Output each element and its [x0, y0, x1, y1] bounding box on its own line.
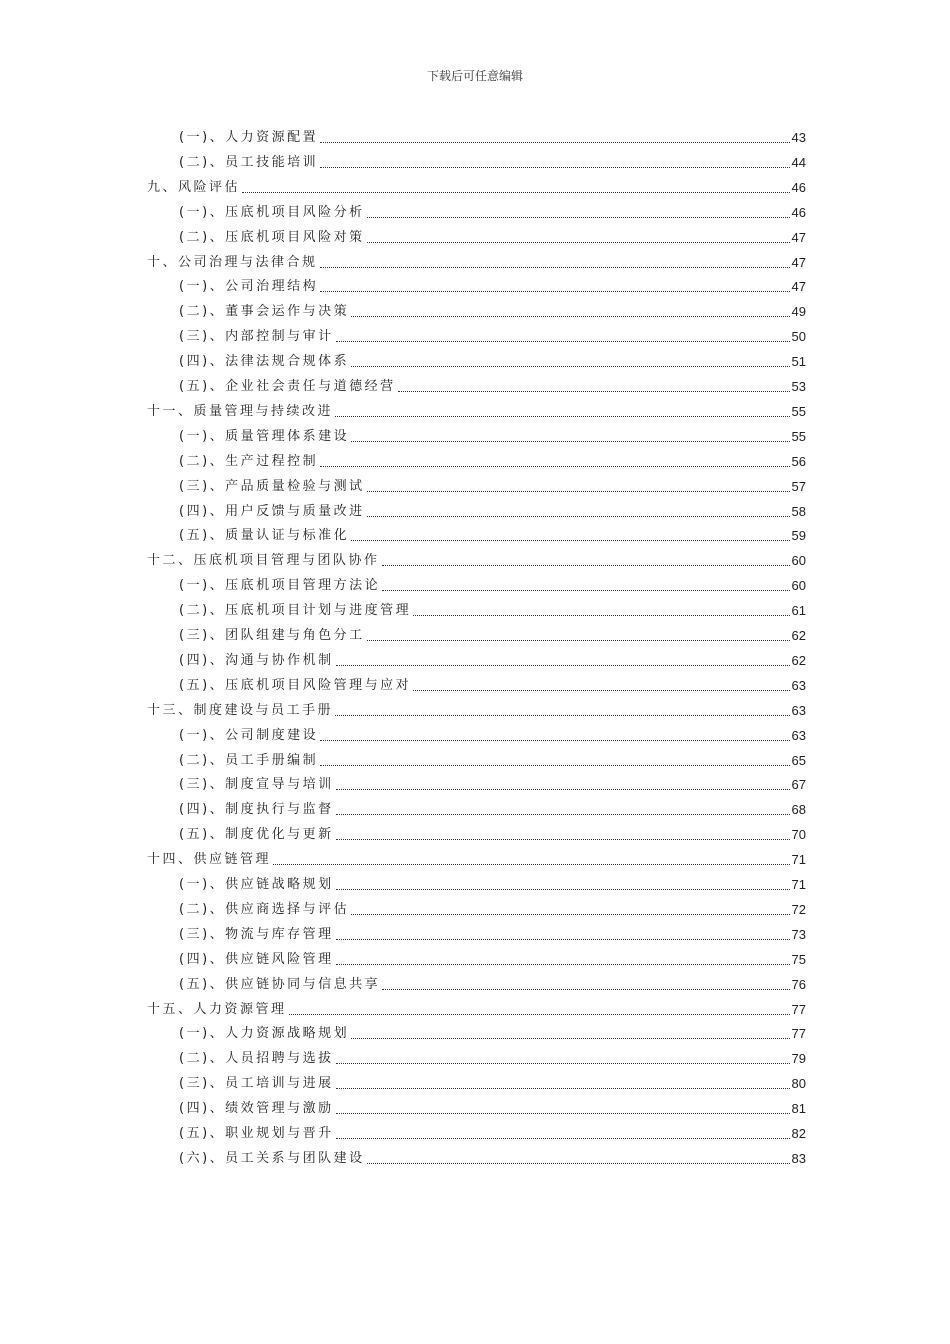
toc-entry-page-number: 47 — [791, 279, 806, 295]
toc-section-entry[interactable] — [179, 949, 806, 969]
toc-entry-page-number: 63 — [791, 702, 806, 718]
toc-dot-leader — [351, 315, 789, 317]
toc-dot-leader — [289, 1013, 790, 1015]
toc-entry-title: (一)、公司制度建设 — [179, 727, 319, 743]
toc-entry-page-number: 82 — [791, 1126, 806, 1141]
toc-dot-leader — [336, 340, 790, 342]
toc-entry-page-number: 72 — [791, 901, 806, 917]
toc-entry-title: (二)、压底机项目风险对策 — [179, 229, 365, 245]
toc-entry-title: (三)、内部控制与审计 — [179, 329, 334, 345]
toc-entry-title: (五)、质量认证与标准化 — [179, 528, 350, 544]
toc-section-entry[interactable] — [179, 1148, 806, 1168]
toc-entry-title: (二)、人员招聘与选拔 — [179, 1051, 334, 1067]
toc-section-entry[interactable] — [179, 276, 806, 296]
toc-chapter-entry[interactable] — [147, 177, 806, 197]
toc-dot-leader — [367, 216, 790, 218]
toc-section-entry[interactable] — [179, 376, 806, 396]
toc-entry-page-number: 62 — [791, 652, 806, 668]
toc-entry-page-number: 46 — [791, 179, 806, 195]
toc-entry-title: (六)、员工关系与团队建设 — [179, 1150, 365, 1166]
toc-section-entry[interactable] — [179, 127, 806, 147]
toc-chapter-entry[interactable] — [147, 401, 806, 421]
toc-entry-page-number: 63 — [791, 677, 806, 693]
toc-entry-page-number: 62 — [791, 628, 806, 643]
toc-chapter-entry[interactable] — [147, 252, 806, 272]
toc-section-entry[interactable] — [179, 774, 806, 794]
toc-entry-page-number: 77 — [791, 1001, 806, 1017]
toc-entry-title: (五)、制度优化与更新 — [179, 827, 334, 843]
toc-section-entry[interactable] — [179, 202, 806, 222]
toc-dot-leader — [336, 664, 790, 666]
toc-dot-leader — [336, 788, 790, 790]
toc-entry-page-number: 68 — [791, 802, 806, 818]
toc-dot-leader — [336, 938, 790, 940]
toc-section-entry[interactable] — [179, 974, 806, 994]
toc-section-entry[interactable] — [179, 451, 806, 471]
toc-entry-title: 十三、制度建设与员工手册 — [147, 702, 334, 718]
toc-dot-leader — [242, 191, 790, 193]
toc-entry-title: (三)、员工培训与进展 — [179, 1076, 334, 1092]
toc-section-entry[interactable] — [179, 575, 806, 595]
toc-section-entry[interactable] — [179, 799, 806, 819]
toc-dot-leader — [336, 813, 790, 815]
toc-entry-page-number: 63 — [791, 727, 806, 743]
toc-entry-page-number: 55 — [791, 403, 806, 419]
toc-section-entry[interactable] — [179, 899, 806, 919]
toc-dot-leader — [320, 739, 789, 741]
toc-chapter-entry[interactable] — [147, 999, 806, 1019]
toc-chapter-entry[interactable] — [147, 550, 806, 570]
toc-dot-leader — [336, 1137, 790, 1139]
toc-entry-title: (二)、生产过程控制 — [179, 453, 319, 469]
toc-dot-leader — [336, 963, 790, 965]
toc-dot-leader — [351, 539, 789, 541]
toc-dot-leader — [336, 1112, 790, 1114]
toc-dot-leader — [320, 166, 789, 168]
toc-entry-page-number: 71 — [791, 852, 806, 868]
toc-section-entry[interactable] — [179, 227, 806, 247]
toc-entry-title: (三)、团队组建与角色分工 — [179, 628, 365, 643]
toc-entry-title: (二)、员工手册编制 — [179, 752, 319, 768]
toc-dot-leader — [382, 988, 789, 990]
toc-entry-title: (一)、人力资源战略规划 — [179, 1026, 350, 1042]
toc-entry-title: 十五、人力资源管理 — [147, 1001, 287, 1017]
toc-entry-title: (一)、压底机项目风险分析 — [179, 204, 365, 220]
toc-entry-page-number: 81 — [791, 1101, 806, 1117]
toc-dot-leader — [351, 913, 789, 915]
toc-dot-leader — [320, 266, 790, 268]
toc-section-entry[interactable] — [179, 1123, 806, 1143]
toc-entry-page-number: 75 — [791, 951, 806, 967]
toc-section-entry[interactable] — [179, 525, 806, 545]
toc-dot-leader — [382, 589, 789, 591]
toc-entry-title: (二)、供应商选择与评估 — [179, 901, 350, 917]
toc-entry-page-number: 46 — [791, 204, 806, 220]
toc-entry-title: 十二、压底机项目管理与团队协作 — [147, 553, 380, 569]
toc-section-entry[interactable] — [179, 650, 806, 670]
toc-section-entry[interactable] — [179, 501, 806, 521]
toc-section-entry[interactable] — [179, 301, 806, 321]
toc-entry-page-number: 44 — [791, 154, 806, 170]
toc-entry-title: (四)、绩效管理与激励 — [179, 1101, 334, 1117]
toc-dot-leader — [398, 390, 790, 392]
toc-entry-page-number: 60 — [791, 553, 806, 569]
toc-entry-title: (二)、员工技能培训 — [179, 154, 319, 170]
toc-dot-leader — [367, 515, 790, 517]
toc-entry-page-number: 51 — [791, 354, 806, 370]
page-header: 下载后可任意编辑 — [426, 69, 523, 83]
toc-entry-page-number: 61 — [791, 603, 806, 619]
toc-dot-leader — [351, 1037, 789, 1039]
toc-dot-leader — [351, 365, 789, 367]
toc-dot-leader — [336, 888, 790, 890]
toc-entry-title: (四)、供应链风险管理 — [179, 951, 334, 967]
toc-dot-leader — [382, 564, 790, 566]
toc-chapter-entry[interactable] — [147, 849, 806, 869]
toc-entry-page-number: 47 — [791, 254, 806, 270]
toc-entry-page-number: 43 — [791, 130, 806, 145]
toc-entry-page-number: 76 — [791, 976, 806, 992]
toc-entry-page-number: 59 — [791, 528, 806, 544]
toc-dot-leader — [320, 141, 789, 143]
toc-entry-page-number: 77 — [791, 1026, 806, 1042]
toc-dot-leader — [336, 838, 790, 840]
toc-entry-title: (三)、产品质量检验与测试 — [179, 478, 365, 494]
toc-entry-page-number: 53 — [791, 379, 806, 394]
toc-section-entry[interactable] — [179, 326, 806, 346]
toc-entry-title: 十四、供应链管理 — [147, 852, 272, 868]
toc-dot-leader — [273, 863, 790, 865]
toc-entry-title: (五)、企业社会责任与道德经营 — [179, 379, 396, 394]
toc-entry-title: (五)、职业规划与晋升 — [179, 1126, 334, 1141]
toc-section-entry[interactable] — [179, 1023, 806, 1043]
toc-entry-page-number: 79 — [791, 1051, 806, 1067]
toc-section-entry[interactable] — [179, 750, 806, 770]
toc-dot-leader — [335, 714, 790, 716]
toc-entry-page-number: 73 — [791, 926, 806, 942]
toc-entry-page-number: 58 — [791, 503, 806, 519]
toc-entry-page-number: 57 — [791, 478, 806, 494]
toc-chapter-entry[interactable] — [147, 700, 806, 720]
toc-entry-title: (五)、供应链协同与信息共享 — [179, 976, 381, 992]
toc-entry-title: (四)、制度执行与监督 — [179, 802, 334, 818]
toc-entry-title: (五)、压底机项目风险管理与应对 — [179, 677, 412, 693]
toc-entry-page-number: 56 — [791, 453, 806, 469]
toc-entry-title: (四)、用户反馈与质量改进 — [179, 503, 365, 519]
toc-entry-page-number: 70 — [791, 827, 806, 843]
toc-dot-leader — [335, 415, 790, 417]
toc-entry-title: (一)、供应链战略规划 — [179, 877, 334, 892]
toc-dot-leader — [320, 764, 789, 766]
toc-entry-page-number: 80 — [791, 1076, 806, 1092]
toc-entry-title: (一)、人力资源配置 — [179, 130, 319, 145]
toc-entry-page-number: 83 — [791, 1150, 806, 1166]
toc-entry-title: (三)、物流与库存管理 — [179, 926, 334, 942]
toc-entry-page-number: 65 — [791, 752, 806, 768]
toc-entry-title: (三)、制度宣导与培训 — [179, 777, 334, 793]
toc-section-entry[interactable] — [179, 1098, 806, 1118]
toc-section-entry[interactable] — [179, 874, 806, 894]
toc-entry-title: (一)、公司治理结构 — [179, 279, 319, 295]
toc-dot-leader — [367, 1162, 790, 1164]
toc-entry-title: 十、公司治理与法律合规 — [147, 254, 318, 270]
toc-entry-title: (一)、质量管理体系建设 — [179, 428, 350, 444]
toc-dot-leader — [320, 290, 789, 292]
toc-entry-page-number: 47 — [791, 229, 806, 245]
toc-section-entry[interactable] — [179, 426, 806, 446]
toc-entry-title: (一)、压底机项目管理方法论 — [179, 578, 381, 594]
toc-section-entry[interactable] — [179, 1048, 806, 1068]
toc-section-entry[interactable] — [179, 725, 806, 745]
toc-dot-leader — [367, 241, 790, 243]
toc-section-entry[interactable] — [179, 351, 806, 371]
toc-section-entry[interactable] — [179, 476, 806, 496]
toc-dot-leader — [336, 1087, 790, 1089]
toc-entry-title: 九、风险评估 — [147, 179, 241, 195]
toc-entry-title: (四)、法律法规合规体系 — [179, 354, 350, 370]
toc-dot-leader — [320, 465, 789, 467]
toc-section-entry[interactable] — [179, 600, 806, 620]
toc-dot-leader — [413, 689, 789, 691]
toc-section-entry[interactable] — [179, 824, 806, 844]
toc-entry-page-number: 49 — [791, 304, 806, 320]
toc-entry-page-number: 71 — [791, 877, 806, 892]
toc-entry-title: (二)、压底机项目计划与进度管理 — [179, 603, 412, 619]
toc-entry-title: (二)、董事会运作与决策 — [179, 304, 350, 320]
toc-section-entry[interactable] — [179, 625, 806, 645]
toc-dot-leader — [336, 1062, 790, 1064]
toc-section-entry[interactable] — [179, 152, 806, 172]
toc-entry-page-number: 50 — [791, 329, 806, 345]
toc-section-entry[interactable] — [179, 1073, 806, 1093]
toc-section-entry[interactable] — [179, 675, 806, 695]
toc-entry-title: (四)、沟通与协作机制 — [179, 652, 334, 668]
toc-entry-title: 十一、质量管理与持续改进 — [147, 403, 334, 419]
toc-dot-leader — [351, 440, 789, 442]
toc-dot-leader — [367, 490, 790, 492]
toc-entry-page-number: 55 — [791, 428, 806, 444]
toc-entry-page-number: 60 — [791, 578, 806, 594]
toc-entry-page-number: 67 — [791, 777, 806, 793]
toc-dot-leader — [413, 614, 789, 616]
toc-dot-leader — [367, 639, 790, 641]
toc-section-entry[interactable] — [179, 924, 806, 944]
